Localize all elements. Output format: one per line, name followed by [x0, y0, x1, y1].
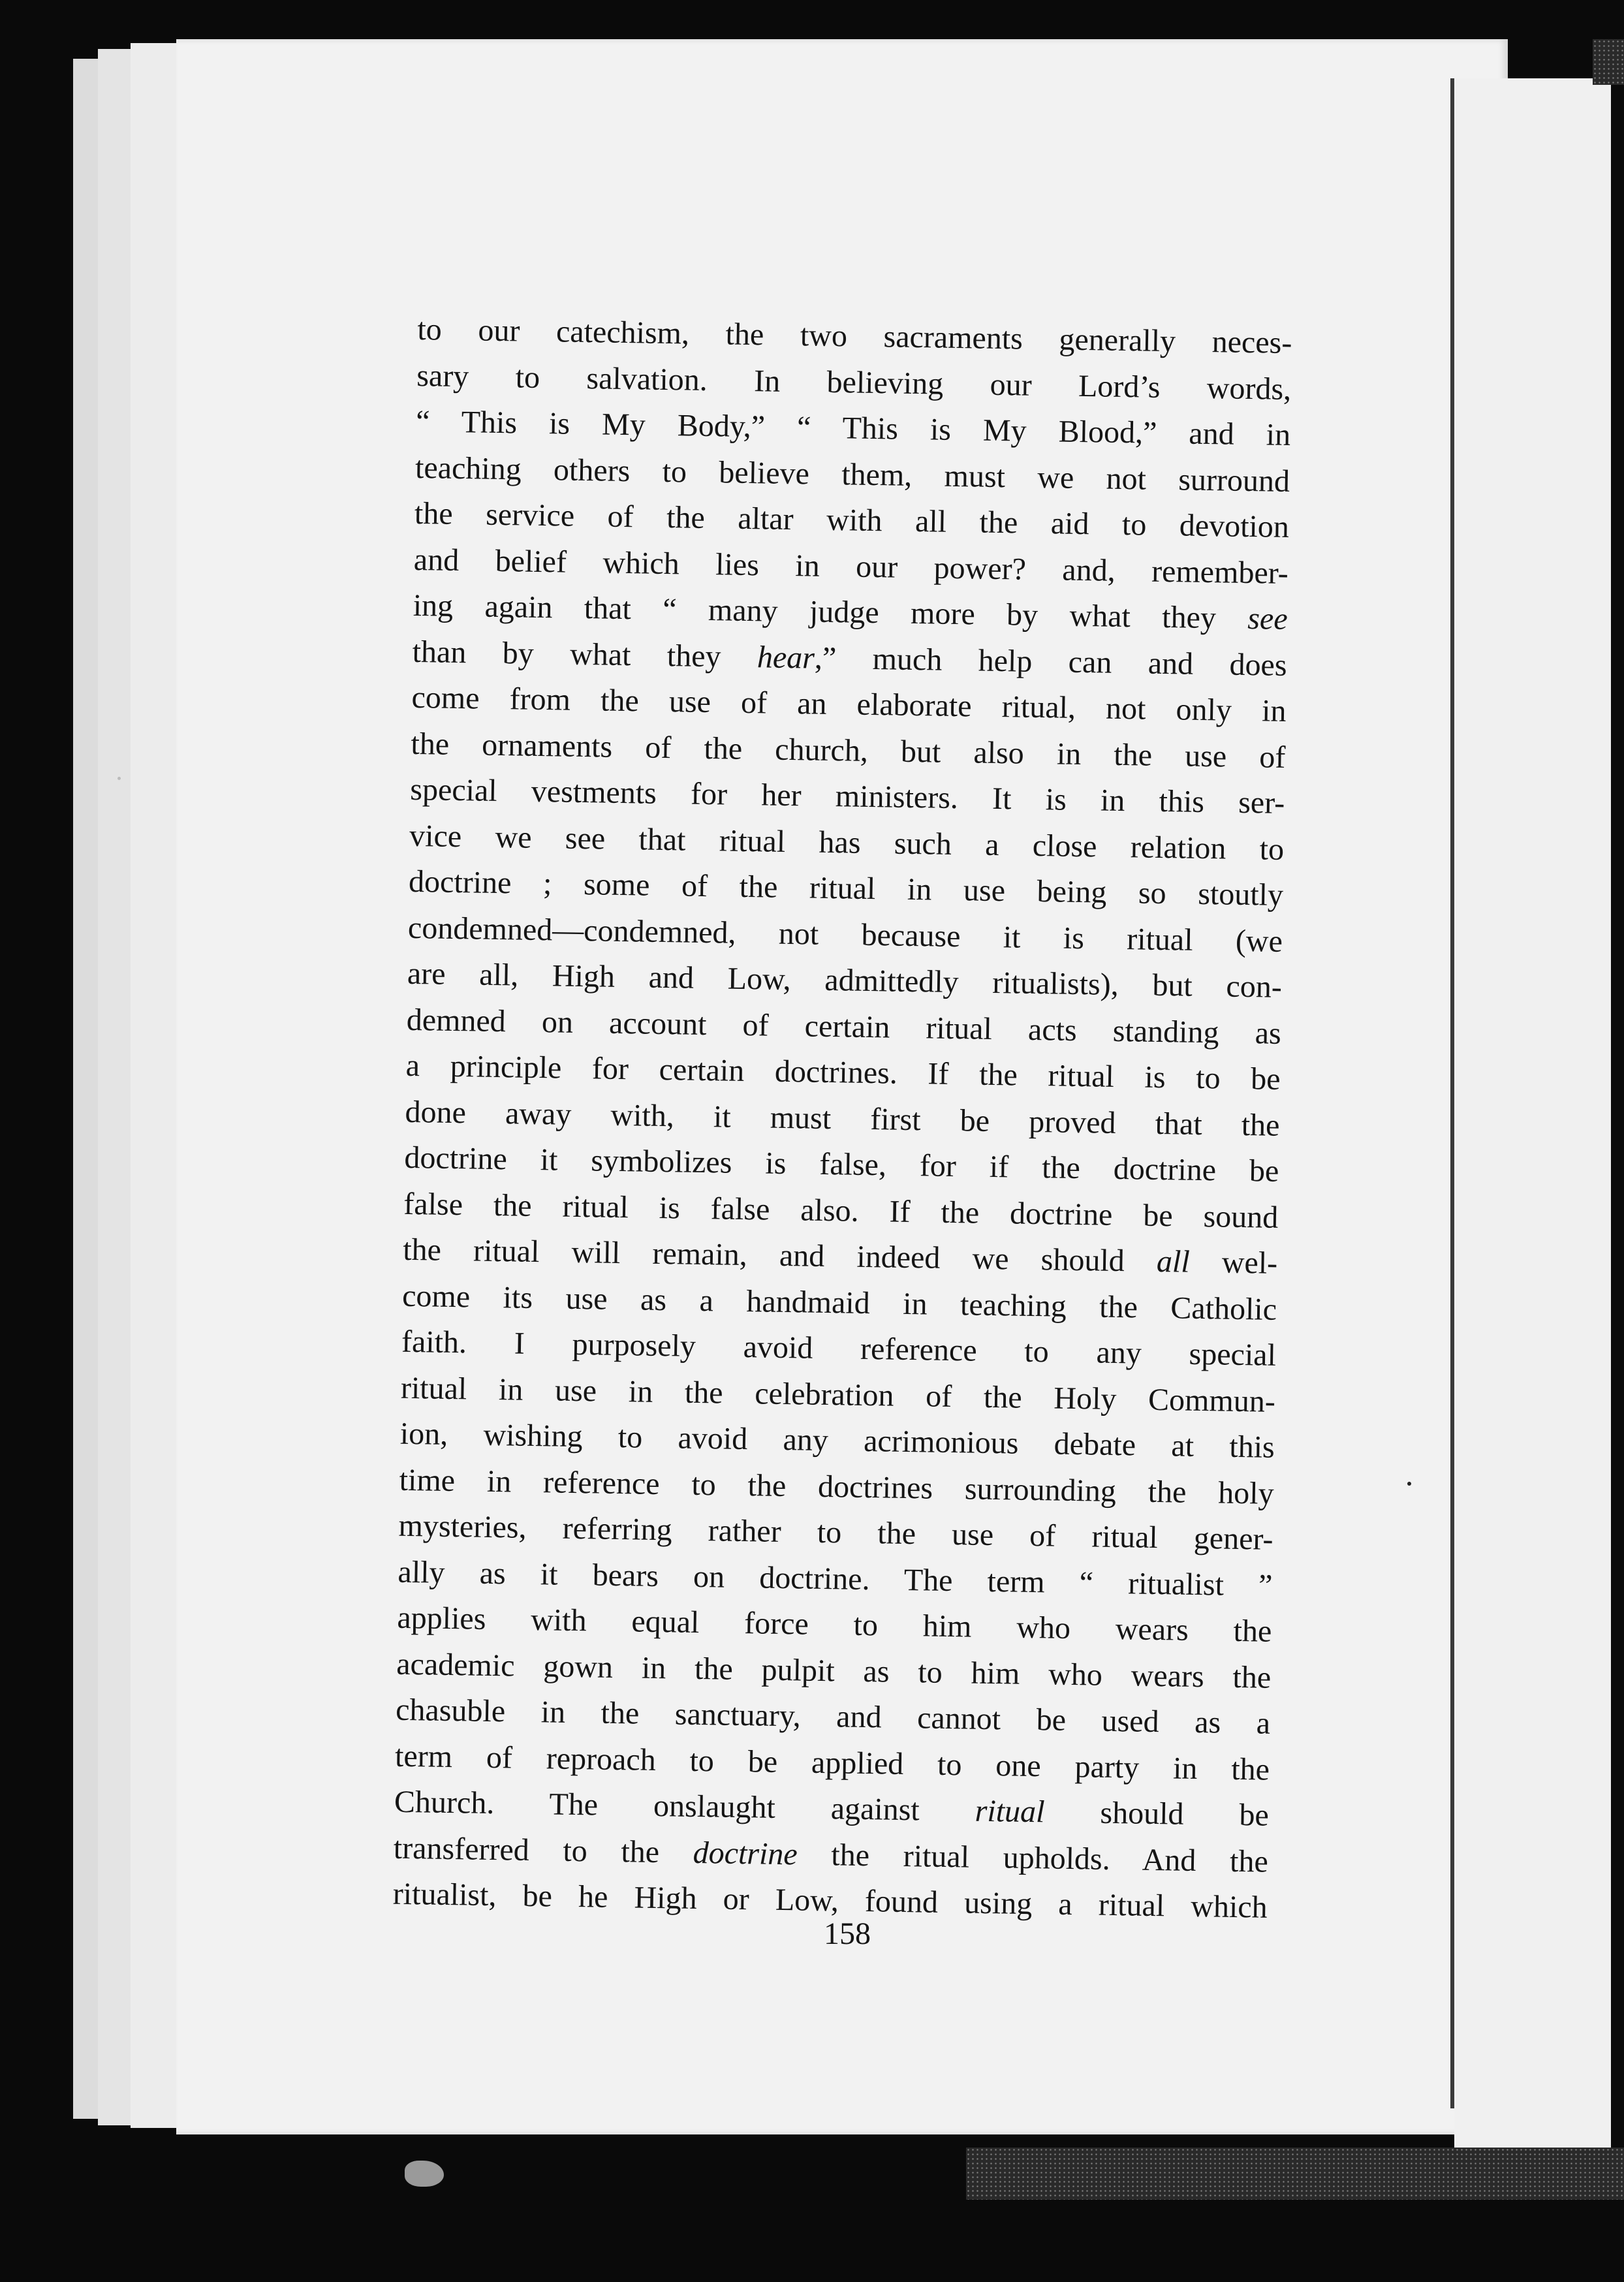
text-segment: vice we see that ritual has such a close relation to [409, 818, 1285, 867]
text-segment: wel- [1189, 1244, 1278, 1281]
dust-speck [117, 777, 121, 780]
text-segment: false the ritual is false also. If the doctrine be sound [403, 1186, 1279, 1235]
text-segment: should be [1044, 1794, 1270, 1833]
text-segment: transferred to the [393, 1830, 694, 1870]
right-page-sliver [1454, 78, 1611, 2154]
text-segment: term of reproach to be applied to one party in the [394, 1738, 1270, 1787]
text-segment: special vestments for her ministers. It is in this ser- [409, 772, 1285, 821]
text-segment: are all, High and Low, admittedly ritualists), but con- [407, 956, 1283, 1005]
text-segment: teaching others to believe them, must we not surround [414, 450, 1290, 499]
italic-text: ritual [975, 1793, 1045, 1830]
dust-speck [1407, 1482, 1411, 1486]
film-grain-patch [1593, 39, 1624, 85]
dust-speck [405, 2161, 444, 2187]
text-segment: and belief which lies in our power? and, remember- [413, 542, 1289, 591]
text-segment: doctrine it symbolizes is false, for if the doctrine be [404, 1140, 1279, 1189]
text-segment: than by what they [412, 634, 758, 674]
page-number: 158 [824, 1916, 871, 1951]
text-segment: the ritual upholds. And the [797, 1836, 1269, 1879]
text-segment: ritual in use in the celebration of the Holy Commun- [400, 1370, 1276, 1419]
text-segment: come its use as a handmaid in teaching the Catholic [401, 1278, 1277, 1327]
text-segment: ing again that “ many judge more by what they [413, 587, 1248, 636]
text-segment: condemned—condemned, not because it is ritual (we [407, 910, 1283, 959]
text-segment: demned on account of certain ritual acts standing as [406, 1002, 1282, 1051]
text-segment: ally as it bears on doctrine. The term “ ritualist ” [398, 1554, 1273, 1603]
text-segment: ,” much help can and does [814, 640, 1287, 683]
text-segment: sary to salvation. In believing our Lord’s words, [416, 358, 1292, 407]
italic-text: see [1247, 601, 1288, 636]
text-segment: “ This is My Body,” “ This is My Blood,” and in [415, 403, 1291, 453]
text-segment: time in reference to the doctrines surrounding the holy [399, 1462, 1275, 1511]
film-grain-patch [966, 2148, 1624, 2200]
text-segment: faith. I purposely avoid reference to any special [401, 1324, 1277, 1373]
text-segment: come from the use of an elaborate ritual, not only in [411, 680, 1287, 728]
text-segment: the ornaments of the church, but also in the use of [411, 726, 1286, 775]
text-segment: done away with, it must first be proved that the [405, 1094, 1280, 1143]
text-segment: ritualist, be he High or Low, found using a ritual which [392, 1876, 1268, 1925]
text-segment: academic gown in the pulpit as to him who wears the [396, 1646, 1272, 1695]
text-segment: Church. The onslaught against [394, 1784, 976, 1828]
text-segment: to our catechism, the two sacraments generally neces- [417, 311, 1292, 361]
text-segment: the ritual will remain, and indeed we should [402, 1232, 1157, 1279]
text-segment: a principle for certain doctrines. If the ritual is to be [405, 1048, 1281, 1097]
book-gutter [1450, 78, 1454, 2108]
text-segment: doctrine ; some of the ritual in use being so stoutly [408, 864, 1284, 913]
text-segment: ion, wishing to avoid any acrimonious debate at this [399, 1416, 1275, 1465]
italic-text: doctrine [693, 1835, 798, 1871]
italic-text: all [1156, 1243, 1191, 1279]
text-segment: the service of the altar with all the aid to devotion [414, 495, 1290, 545]
text-segment: applies with equal force to him who wears the [397, 1600, 1272, 1649]
text-segment: chasuble in the sanctuary, and cannot be used as a [395, 1692, 1271, 1741]
text-segment: mysteries, referring rather to the use of ritual gener- [398, 1508, 1273, 1557]
body-text [392, 307, 1292, 1931]
italic-text: hear [757, 639, 815, 676]
